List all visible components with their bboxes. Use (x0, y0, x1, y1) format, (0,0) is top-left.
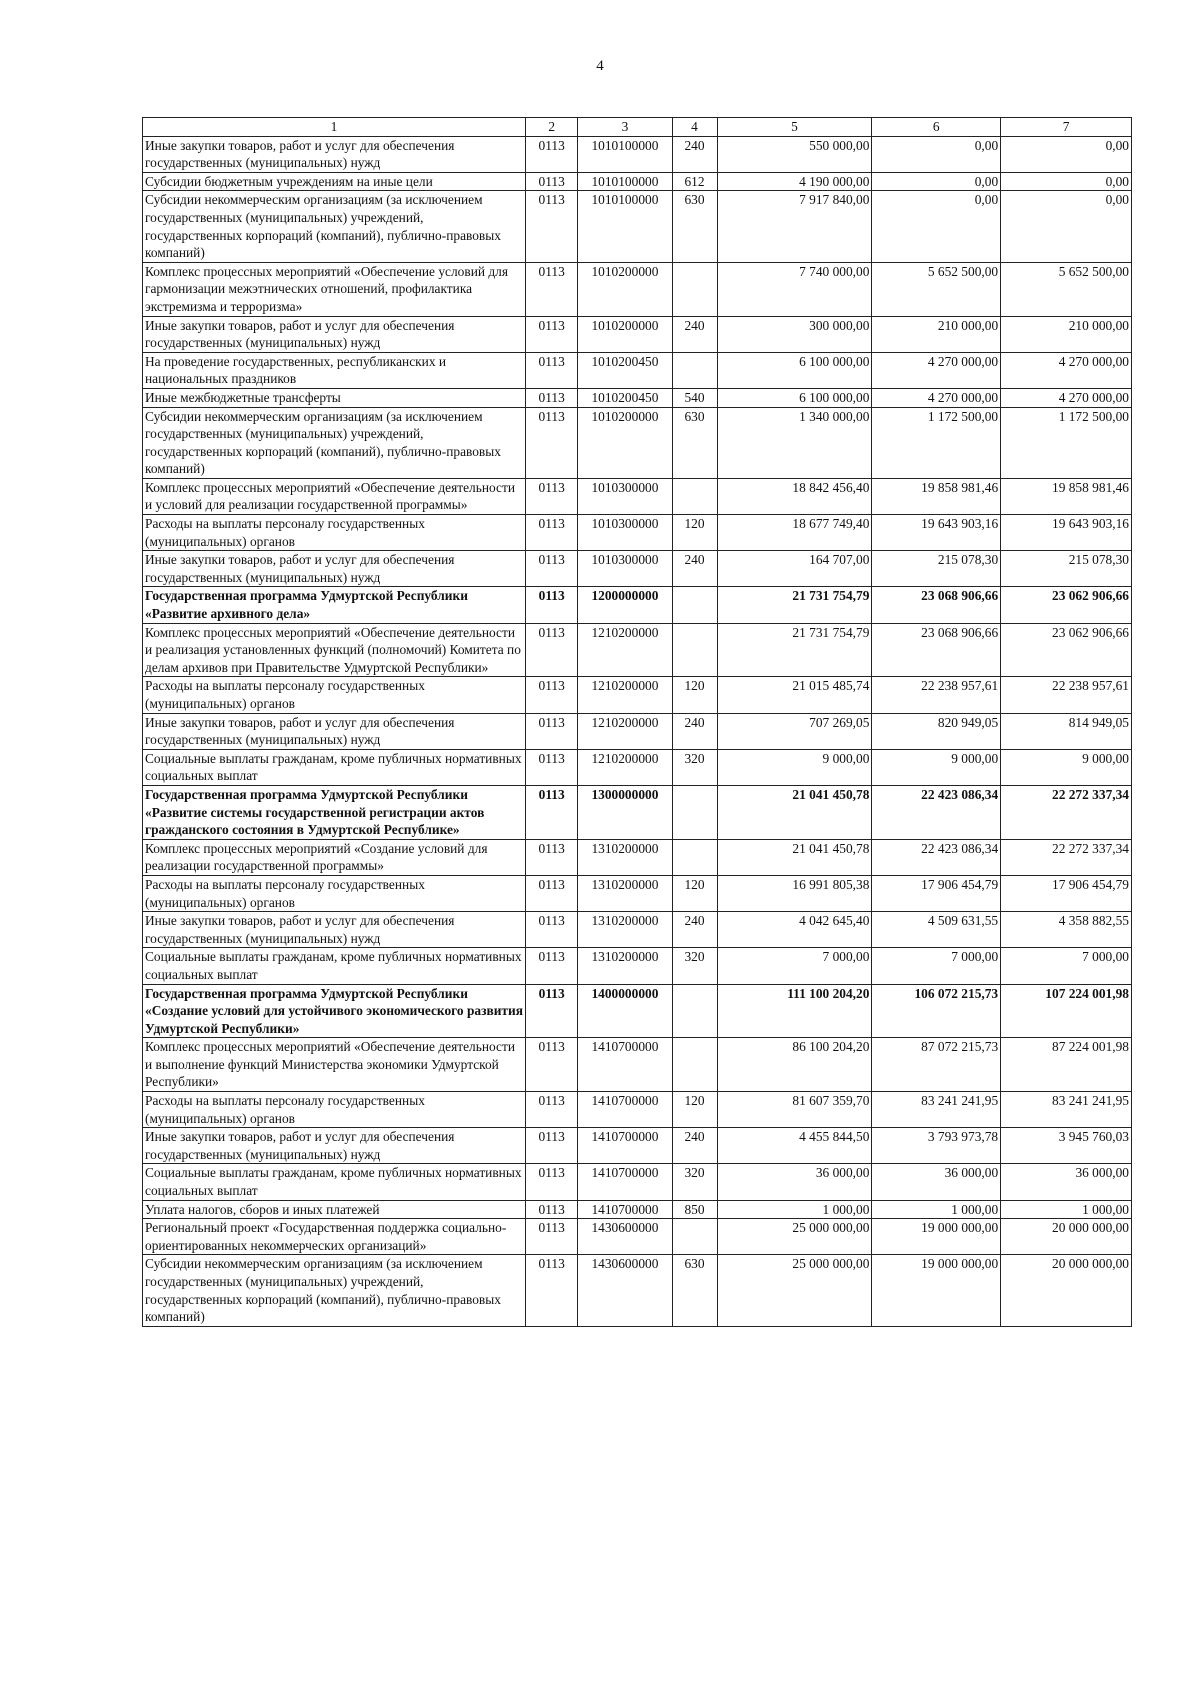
row-value-6: 106 072 215,73 (872, 984, 1001, 1038)
row-expense-type: 320 (672, 948, 717, 984)
row-value-6: 1 000,00 (872, 1200, 1001, 1219)
row-code: 1410700000 (578, 1038, 672, 1092)
row-code: 1010200450 (578, 388, 672, 407)
row-expense-type (672, 839, 717, 875)
row-value-5: 21 731 754,79 (717, 623, 872, 677)
row-section: 0113 (526, 623, 578, 677)
row-value-5: 25 000 000,00 (717, 1255, 872, 1326)
row-value-5: 7 000,00 (717, 948, 872, 984)
row-expense-type: 120 (672, 677, 717, 713)
row-section: 0113 (526, 1255, 578, 1326)
row-code: 1010300000 (578, 515, 672, 551)
row-value-7: 7 000,00 (1001, 948, 1132, 984)
row-name: Комплекс процессных мероприятий «Обеспечение деятельности и выполнение функций Министерства экономики Удмуртской Республики» (143, 1038, 526, 1092)
row-name: Государственная программа Удмуртской Республики «Создание условий для устойчивого экономического развития Удмуртской Республики» (143, 984, 526, 1038)
budget-table (142, 117, 1132, 1327)
row-value-5: 18 677 749,40 (717, 515, 872, 551)
row-value-6: 215 078,30 (872, 551, 1001, 587)
row-expense-type: 612 (672, 172, 717, 191)
row-value-6: 1 172 500,00 (872, 407, 1001, 478)
row-section: 0113 (526, 1219, 578, 1255)
row-name: Иные закупки товаров, работ и услуг для обеспечения государственных (муниципальных) нужд (143, 551, 526, 587)
row-code: 1430600000 (578, 1255, 672, 1326)
row-code: 1300000000 (578, 785, 672, 839)
row-name: Расходы на выплаты персоналу государственных (муниципальных) органов (143, 515, 526, 551)
row-value-5: 21 041 450,78 (717, 839, 872, 875)
row-name: Расходы на выплаты персоналу государственных (муниципальных) органов (143, 1092, 526, 1128)
row-section: 0113 (526, 839, 578, 875)
row-name: Социальные выплаты гражданам, кроме публичных нормативных социальных выплат (143, 948, 526, 984)
row-expense-type: 240 (672, 912, 717, 948)
row-code: 1310200000 (578, 875, 672, 911)
row-value-7: 4 270 000,00 (1001, 352, 1132, 388)
row-value-6: 7 000,00 (872, 948, 1001, 984)
header-cell: 3 (578, 118, 672, 137)
row-value-7: 36 000,00 (1001, 1164, 1132, 1200)
row-expense-type: 630 (672, 1255, 717, 1326)
row-value-7: 0,00 (1001, 136, 1132, 172)
row-code: 1200000000 (578, 587, 672, 623)
row-expense-type (672, 1219, 717, 1255)
row-code: 1410700000 (578, 1164, 672, 1200)
row-name: Иные закупки товаров, работ и услуг для обеспечения государственных (муниципальных) нужд (143, 136, 526, 172)
row-value-5: 4 190 000,00 (717, 172, 872, 191)
row-value-6: 36 000,00 (872, 1164, 1001, 1200)
header-cell: 1 (143, 118, 526, 137)
row-section: 0113 (526, 912, 578, 948)
row-section: 0113 (526, 316, 578, 352)
row-expense-type: 320 (672, 749, 717, 785)
row-value-6: 0,00 (872, 172, 1001, 191)
row-expense-type: 850 (672, 1200, 717, 1219)
row-expense-type: 540 (672, 388, 717, 407)
row-value-5: 86 100 204,20 (717, 1038, 872, 1092)
table-row (143, 749, 1132, 785)
row-value-6: 4 270 000,00 (872, 388, 1001, 407)
row-name: Субсидии некоммерческим организациям (за исключением государственных (муниципальных) учреждений, государственных корпораций (компаний), публично-правовых компаний) (143, 191, 526, 262)
table-row (143, 551, 1132, 587)
table-row (143, 352, 1132, 388)
row-name: Комплекс процессных мероприятий «Обеспечение деятельности и условий для реализации государственной программы» (143, 478, 526, 514)
row-name: Иные закупки товаров, работ и услуг для обеспечения государственных (муниципальных) нужд (143, 912, 526, 948)
row-code: 1010100000 (578, 172, 672, 191)
row-name: Региональный проект «Государственная поддержка социально-ориентированных некоммерческих организаций» (143, 1219, 526, 1255)
row-expense-type (672, 262, 717, 316)
header-cell: 7 (1001, 118, 1132, 137)
table-row (143, 1219, 1132, 1255)
row-value-5: 25 000 000,00 (717, 1219, 872, 1255)
row-value-7: 20 000 000,00 (1001, 1219, 1132, 1255)
row-value-7: 22 272 337,34 (1001, 785, 1132, 839)
table-row (143, 984, 1132, 1038)
row-section: 0113 (526, 172, 578, 191)
row-value-5: 4 455 844,50 (717, 1128, 872, 1164)
row-value-5: 16 991 805,38 (717, 875, 872, 911)
row-value-5: 7 740 000,00 (717, 262, 872, 316)
row-section: 0113 (526, 1038, 578, 1092)
table-row (143, 623, 1132, 677)
row-expense-type (672, 1038, 717, 1092)
header-cell: 2 (526, 118, 578, 137)
table-row (143, 1255, 1132, 1326)
row-name: Иные закупки товаров, работ и услуг для обеспечения государственных (муниципальных) нужд (143, 316, 526, 352)
table-row (143, 1038, 1132, 1092)
row-section: 0113 (526, 352, 578, 388)
table-row (143, 172, 1132, 191)
row-section: 0113 (526, 677, 578, 713)
row-code: 1010100000 (578, 136, 672, 172)
row-expense-type (672, 623, 717, 677)
row-value-7: 23 062 906,66 (1001, 587, 1132, 623)
row-value-7: 19 643 903,16 (1001, 515, 1132, 551)
row-value-7: 22 272 337,34 (1001, 839, 1132, 875)
row-value-7: 215 078,30 (1001, 551, 1132, 587)
row-value-6: 0,00 (872, 191, 1001, 262)
row-code: 1400000000 (578, 984, 672, 1038)
row-value-6: 23 068 906,66 (872, 587, 1001, 623)
row-expense-type: 630 (672, 191, 717, 262)
row-code: 1210200000 (578, 749, 672, 785)
row-value-7: 17 906 454,79 (1001, 875, 1132, 911)
row-value-7: 1 000,00 (1001, 1200, 1132, 1219)
row-value-5: 21 015 485,74 (717, 677, 872, 713)
row-expense-type (672, 478, 717, 514)
row-section: 0113 (526, 948, 578, 984)
table-row (143, 1092, 1132, 1128)
row-section: 0113 (526, 1092, 578, 1128)
row-section: 0113 (526, 1164, 578, 1200)
table-row (143, 1164, 1132, 1200)
header-cell: 6 (872, 118, 1001, 137)
row-value-5: 18 842 456,40 (717, 478, 872, 514)
row-name: Комплекс процессных мероприятий «Создание условий для реализации государственной программы» (143, 839, 526, 875)
row-value-6: 210 000,00 (872, 316, 1001, 352)
row-section: 0113 (526, 1200, 578, 1219)
row-code: 1210200000 (578, 713, 672, 749)
row-expense-type (672, 984, 717, 1038)
table-row (143, 1128, 1132, 1164)
row-value-6: 22 238 957,61 (872, 677, 1001, 713)
row-name: Иные закупки товаров, работ и услуг для обеспечения государственных (муниципальных) нужд (143, 1128, 526, 1164)
row-value-6: 9 000,00 (872, 749, 1001, 785)
row-name: Комплекс процессных мероприятий «Обеспечение деятельности и реализация установленных функций (полномочий) Комитета по делам архивов при Правительстве Удмуртской Республики» (143, 623, 526, 677)
header-row (143, 118, 1132, 137)
row-name: Социальные выплаты гражданам, кроме публичных нормативных социальных выплат (143, 749, 526, 785)
header-cell: 4 (672, 118, 717, 137)
table-row (143, 713, 1132, 749)
row-name: На проведение государственных, республиканских и национальных праздников (143, 352, 526, 388)
row-code: 1310200000 (578, 839, 672, 875)
row-section: 0113 (526, 785, 578, 839)
row-name: Расходы на выплаты персоналу государственных (муниципальных) органов (143, 677, 526, 713)
row-value-6: 5 652 500,00 (872, 262, 1001, 316)
row-value-7: 4 270 000,00 (1001, 388, 1132, 407)
table-row (143, 1200, 1132, 1219)
row-value-7: 814 949,05 (1001, 713, 1132, 749)
row-value-6: 22 423 086,34 (872, 839, 1001, 875)
row-section: 0113 (526, 191, 578, 262)
row-value-6: 17 906 454,79 (872, 875, 1001, 911)
row-expense-type: 240 (672, 136, 717, 172)
row-value-5: 1 340 000,00 (717, 407, 872, 478)
row-name: Комплекс процессных мероприятий «Обеспечение условий для гармонизации межэтнических отношений, профилактика экстремизма и терроризма» (143, 262, 526, 316)
row-value-7: 23 062 906,66 (1001, 623, 1132, 677)
row-value-7: 19 858 981,46 (1001, 478, 1132, 514)
row-expense-type (672, 352, 717, 388)
row-value-5: 81 607 359,70 (717, 1092, 872, 1128)
row-value-6: 23 068 906,66 (872, 623, 1001, 677)
row-value-7: 87 224 001,98 (1001, 1038, 1132, 1092)
row-expense-type (672, 785, 717, 839)
row-section: 0113 (526, 749, 578, 785)
row-section: 0113 (526, 713, 578, 749)
row-value-7: 0,00 (1001, 172, 1132, 191)
row-value-5: 707 269,05 (717, 713, 872, 749)
row-name: Иные закупки товаров, работ и услуг для обеспечения государственных (муниципальных) нужд (143, 713, 526, 749)
row-value-5: 550 000,00 (717, 136, 872, 172)
row-name: Уплата налогов, сборов и иных платежей (143, 1200, 526, 1219)
row-section: 0113 (526, 262, 578, 316)
row-value-6: 87 072 215,73 (872, 1038, 1001, 1092)
table-row (143, 191, 1132, 262)
table-row (143, 587, 1132, 623)
row-code: 1010300000 (578, 551, 672, 587)
table-row (143, 677, 1132, 713)
row-value-6: 3 793 973,78 (872, 1128, 1001, 1164)
row-value-6: 820 949,05 (872, 713, 1001, 749)
row-section: 0113 (526, 1128, 578, 1164)
row-value-7: 210 000,00 (1001, 316, 1132, 352)
row-section: 0113 (526, 587, 578, 623)
header-cell: 5 (717, 118, 872, 137)
table-row (143, 407, 1132, 478)
row-value-5: 164 707,00 (717, 551, 872, 587)
row-code: 1010300000 (578, 478, 672, 514)
row-section: 0113 (526, 388, 578, 407)
row-value-6: 0,00 (872, 136, 1001, 172)
table-row (143, 875, 1132, 911)
table-row (143, 839, 1132, 875)
row-value-6: 4 270 000,00 (872, 352, 1001, 388)
row-value-5: 6 100 000,00 (717, 388, 872, 407)
row-section: 0113 (526, 984, 578, 1038)
table-row (143, 515, 1132, 551)
row-value-6: 19 000 000,00 (872, 1219, 1001, 1255)
row-value-5: 21 731 754,79 (717, 587, 872, 623)
row-code: 1310200000 (578, 912, 672, 948)
row-value-7: 9 000,00 (1001, 749, 1132, 785)
row-value-7: 0,00 (1001, 191, 1132, 262)
row-expense-type: 630 (672, 407, 717, 478)
row-expense-type: 120 (672, 515, 717, 551)
row-value-7: 4 358 882,55 (1001, 912, 1132, 948)
row-expense-type (672, 587, 717, 623)
row-value-6: 22 423 086,34 (872, 785, 1001, 839)
row-value-5: 111 100 204,20 (717, 984, 872, 1038)
row-code: 1310200000 (578, 948, 672, 984)
row-expense-type: 240 (672, 713, 717, 749)
row-value-5: 21 041 450,78 (717, 785, 872, 839)
row-code: 1430600000 (578, 1219, 672, 1255)
row-value-5: 9 000,00 (717, 749, 872, 785)
row-value-7: 20 000 000,00 (1001, 1255, 1132, 1326)
row-code: 1010200000 (578, 407, 672, 478)
row-expense-type: 240 (672, 316, 717, 352)
row-name: Социальные выплаты гражданам, кроме публичных нормативных социальных выплат (143, 1164, 526, 1200)
table-row (143, 785, 1132, 839)
row-code: 1210200000 (578, 623, 672, 677)
row-value-7: 1 172 500,00 (1001, 407, 1132, 478)
row-section: 0113 (526, 515, 578, 551)
row-name: Государственная программа Удмуртской Республики «Развитие системы государственной регистрации актов гражданского состояния в Удмуртской Республике» (143, 785, 526, 839)
row-value-5: 7 917 840,00 (717, 191, 872, 262)
row-name: Государственная программа Удмуртской Республики «Развитие архивного дела» (143, 587, 526, 623)
row-value-5: 1 000,00 (717, 1200, 872, 1219)
table-row (143, 478, 1132, 514)
row-code: 1010200000 (578, 316, 672, 352)
row-value-7: 107 224 001,98 (1001, 984, 1132, 1038)
row-value-7: 5 652 500,00 (1001, 262, 1132, 316)
row-value-5: 300 000,00 (717, 316, 872, 352)
row-name: Субсидии бюджетным учреждениям на иные цели (143, 172, 526, 191)
row-expense-type: 120 (672, 875, 717, 911)
row-value-7: 22 238 957,61 (1001, 677, 1132, 713)
row-value-7: 3 945 760,03 (1001, 1128, 1132, 1164)
row-value-5: 6 100 000,00 (717, 352, 872, 388)
row-code: 1010200000 (578, 262, 672, 316)
page-number: 4 (596, 58, 604, 74)
row-expense-type: 120 (672, 1092, 717, 1128)
row-value-6: 83 241 241,95 (872, 1092, 1001, 1128)
row-section: 0113 (526, 875, 578, 911)
table-row (143, 912, 1132, 948)
row-code: 1010100000 (578, 191, 672, 262)
row-value-6: 4 509 631,55 (872, 912, 1001, 948)
table-row (143, 948, 1132, 984)
row-value-5: 36 000,00 (717, 1164, 872, 1200)
row-code: 1410700000 (578, 1200, 672, 1219)
row-value-6: 19 858 981,46 (872, 478, 1001, 514)
row-code: 1210200000 (578, 677, 672, 713)
row-expense-type: 240 (672, 1128, 717, 1164)
table-row (143, 136, 1132, 172)
row-section: 0113 (526, 551, 578, 587)
row-name: Расходы на выплаты персоналу государственных (муниципальных) органов (143, 875, 526, 911)
row-code: 1410700000 (578, 1092, 672, 1128)
row-name: Субсидии некоммерческим организациям (за исключением государственных (муниципальных) учреждений, государственных корпораций (компаний), публично-правовых компаний) (143, 1255, 526, 1326)
row-section: 0113 (526, 407, 578, 478)
row-expense-type: 320 (672, 1164, 717, 1200)
row-code: 1010200450 (578, 352, 672, 388)
row-section: 0113 (526, 136, 578, 172)
row-code: 1410700000 (578, 1128, 672, 1164)
row-name: Иные межбюджетные трансферты (143, 388, 526, 407)
row-section: 0113 (526, 478, 578, 514)
table-row (143, 262, 1132, 316)
row-value-5: 4 042 645,40 (717, 912, 872, 948)
row-expense-type: 240 (672, 551, 717, 587)
row-name: Субсидии некоммерческим организациям (за исключением государственных (муниципальных) учреждений, государственных корпораций (компаний), публично-правовых компаний) (143, 407, 526, 478)
row-value-6: 19 643 903,16 (872, 515, 1001, 551)
row-value-6: 19 000 000,00 (872, 1255, 1001, 1326)
table-row (143, 316, 1132, 352)
table-row (143, 388, 1132, 407)
row-value-7: 83 241 241,95 (1001, 1092, 1132, 1128)
